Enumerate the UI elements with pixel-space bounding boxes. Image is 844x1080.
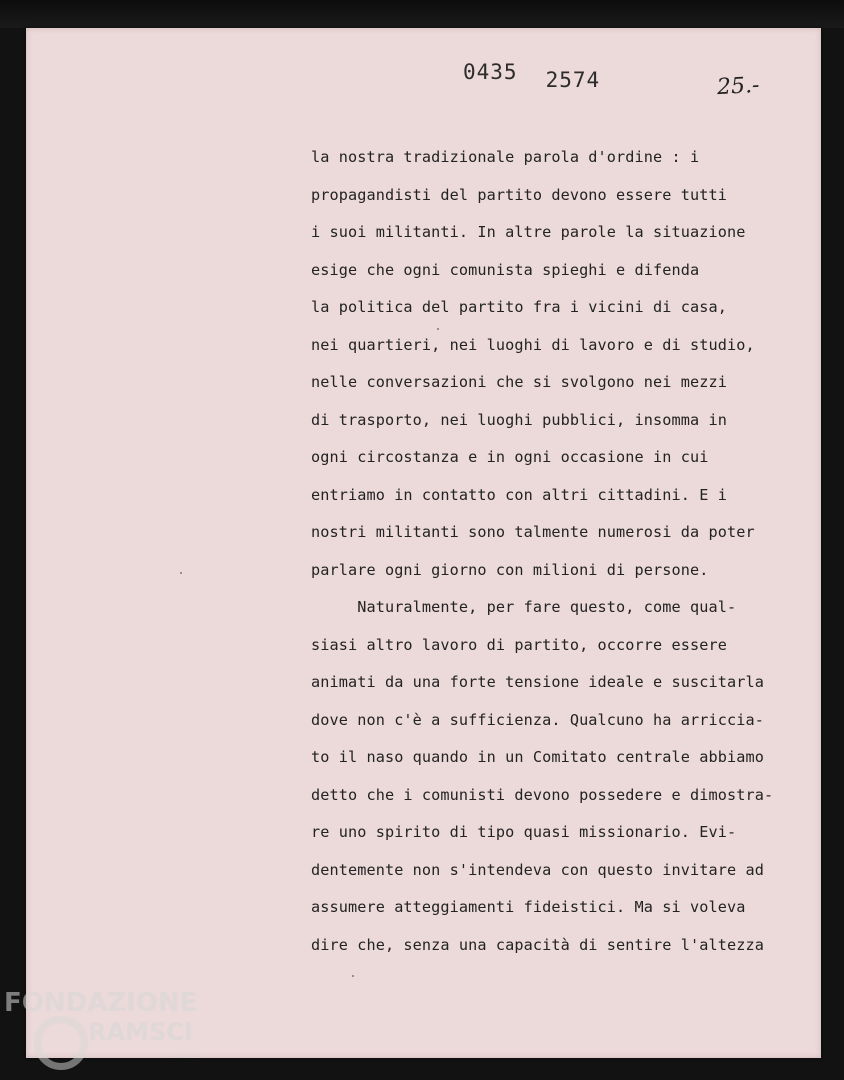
text-line: assumere atteggiamenti fideistici. Ma si voleva	[311, 898, 746, 916]
handwritten-page-number: 25.-	[716, 72, 761, 101]
text-line: detto che i comunisti devono possedere e dimostra-	[311, 785, 774, 804]
paper-speck	[180, 572, 182, 574]
text-line: to il naso quando in un Comitato centrale abbiamo	[311, 748, 764, 766]
text-line: propagandisti del partito devono essere tutti	[311, 185, 727, 204]
scan-background-top	[0, 0, 844, 28]
text-line: esige che ogni comunista spieghi e difenda	[311, 260, 700, 279]
text-line: i suoi militanti. In altre parole la situazione	[311, 223, 746, 241]
text-line: animati da una forte tensione ideale e suscitarla	[311, 673, 764, 691]
watermark-line-gramsci: RAMSCI	[88, 1018, 193, 1046]
text-line: la politica del partito fra i vicini di casa,	[311, 298, 727, 316]
archive-number-2: 2574	[545, 68, 601, 92]
text-line: nelle conversazioni che si svolgono nei mezzi	[311, 373, 727, 391]
fondazione-gramsci-watermark	[4, 988, 214, 1080]
text-line: dire che, senza una capacità di sentire l'altezza	[311, 935, 764, 954]
typewritten-body-text	[311, 146, 811, 971]
text-line: entriamo in contatto con altri cittadini. E i	[311, 485, 727, 504]
text-line: di trasporto, nei luoghi pubblici, insomma in	[311, 410, 727, 429]
text-line: dentemente non s'intendeva con questo invitare ad	[311, 860, 764, 879]
watermark-g-logo-icon	[34, 1016, 88, 1070]
paper-speck	[352, 975, 354, 977]
text-line: Naturalmente, per fare questo, come qual-	[311, 598, 737, 616]
watermark-line-fondazione: FONDAZIONE	[4, 988, 198, 1018]
text-line: dove non c'è a sufficienza. Qualcuno ha arriccia-	[311, 710, 764, 729]
text-line: ogni circostanza e in ogni occasione in cui	[311, 448, 709, 466]
text-line: la nostra tradizionale parola d'ordine : i	[311, 148, 700, 166]
text-line: siasi altro lavoro di partito, occorre essere	[311, 635, 727, 654]
text-line: parlare ogni giorno con milioni di persone.	[311, 560, 709, 579]
text-line: nostri militanti sono talmente numerosi da poter	[311, 523, 755, 541]
watermark-line-onlus: onlus	[170, 1048, 200, 1061]
archive-stamp-numbers	[463, 60, 601, 92]
archive-number-1: 0435	[463, 60, 518, 84]
text-line: re uno spirito di tipo quasi missionario. Evi-	[311, 823, 737, 841]
text-line: nei quartieri, nei luoghi di lavoro e di studio,	[311, 335, 755, 354]
paper-speck	[437, 328, 439, 330]
